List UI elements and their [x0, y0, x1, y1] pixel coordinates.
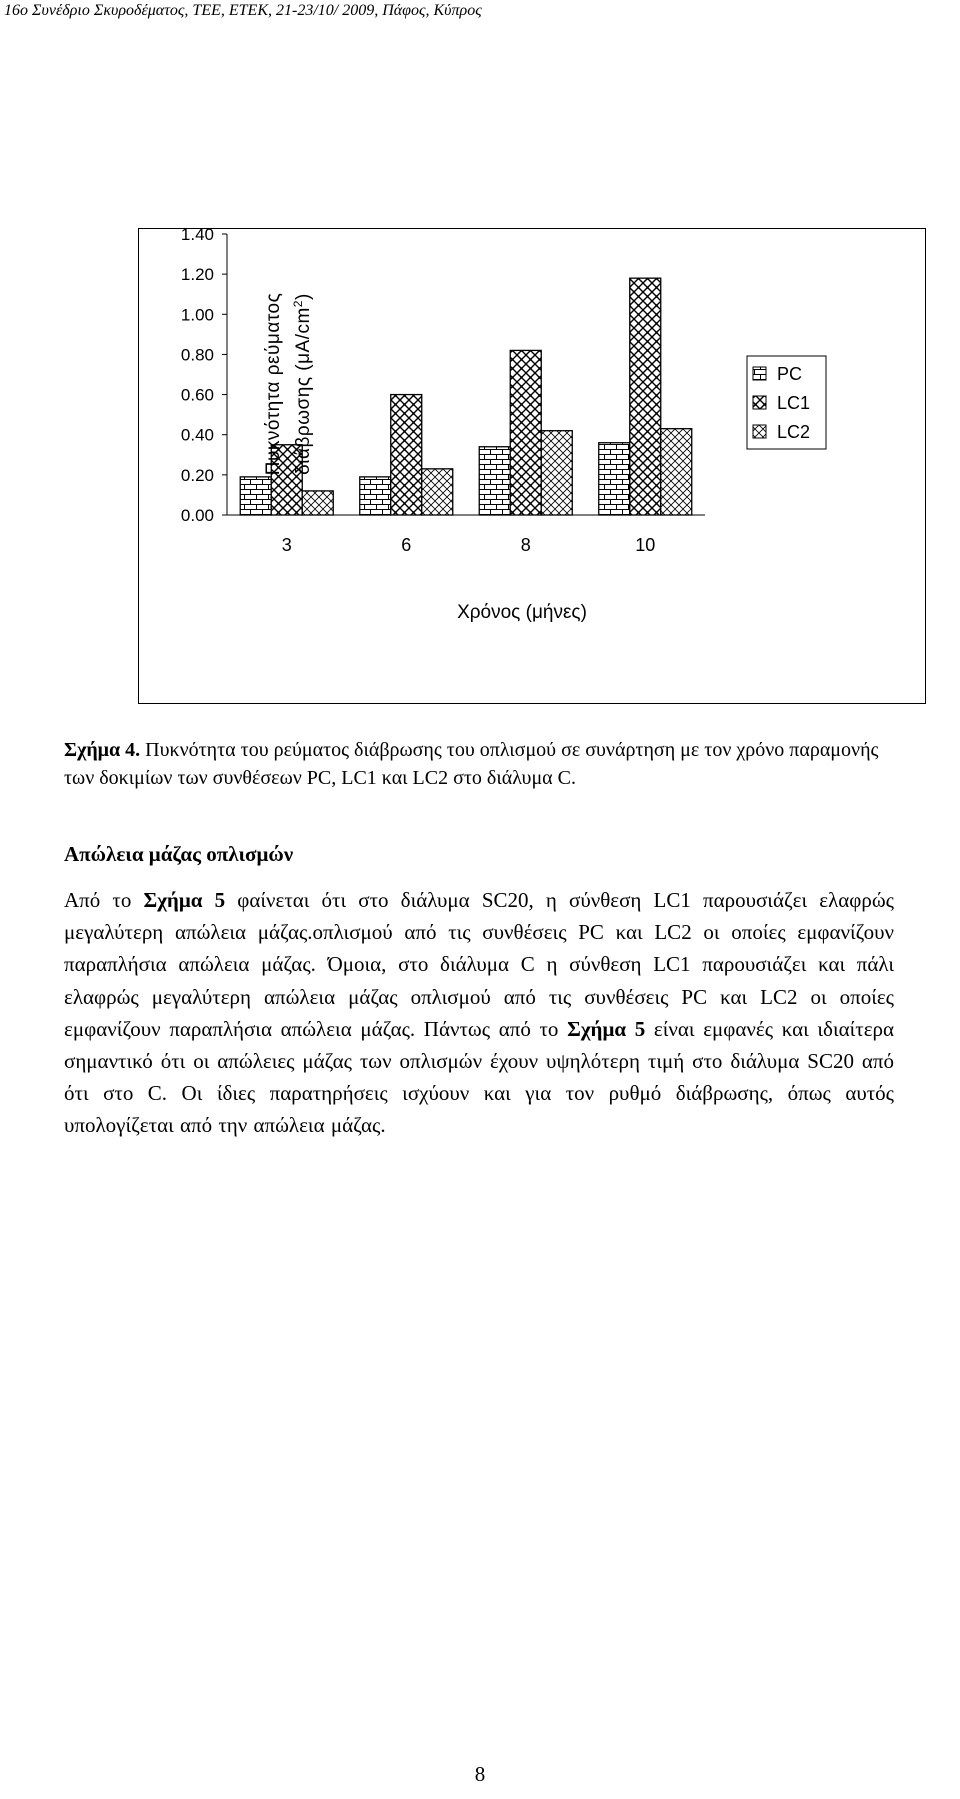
y-tick-label: 1.20 — [180, 265, 214, 285]
y-axis-label-line2: διάβρωσης $(\mu A/cm^2)$ — [291, 293, 314, 475]
legend-swatch-lc2 — [753, 425, 766, 438]
bar-pc-10 — [599, 443, 630, 515]
running-header: 16ο Συνέδριο Σκυροδέματος, ΤΕΕ, ΕΤΕΚ, 21-23/10/ 2009, Πάφος, Κύπρος — [4, 2, 482, 19]
y-tick-label: 0.00 — [180, 506, 214, 525]
y-tick-label: 0.60 — [180, 385, 214, 405]
paragraph-text: φαίνεται ότι στο διάλυμα SC20, η σύνθεση LC1 παρουσιάζει ελαφρώς μεγαλύτερη απώλεια μάζας.οπλισμού από τις συνθέσεις PC και LC2 οι οποίες εμφανίζουν παραπλήσια απώλεια μάζας. Όμοια, στο διάλυμα C η σύνθεση LC1 παρουσιάζει και πάλι ελαφρώς μεγαλύτερη απώλεια μάζας οπλισμού από τις συνθέσεις PC και LC2 οι οποίες εμφανίζουν παραπλήσια απώλεια μάζας. Πάντως από το — [64, 888, 894, 1041]
bar-chart — [139, 229, 925, 703]
caption-label: Σχήμα 4. — [64, 739, 141, 761]
legend-label-lc1: LC1 — [777, 393, 811, 413]
bar-pc-8 — [479, 447, 510, 515]
page-number: 8 — [474, 1762, 486, 1786]
legend-swatch-lc1 — [753, 396, 766, 409]
legend — [747, 356, 826, 449]
x-tick-label: 10 — [635, 535, 656, 555]
y-tick-label: 0.40 — [180, 425, 214, 445]
figure-chart — [138, 228, 926, 704]
y-tick-label: 1.40 — [180, 229, 214, 244]
bar-lc2-3 — [302, 491, 333, 515]
figure-caption — [64, 736, 902, 792]
legend-swatch-pc — [753, 367, 766, 380]
bar-lc2-10 — [661, 429, 692, 515]
y-axis-label-line1: Πυκνότητα ρεύματος — [263, 292, 284, 476]
figure-reference: Σχήμα 5 — [143, 888, 226, 912]
x-axis-title: Χρόνος (μήνες) — [457, 602, 587, 623]
y-tick-label: 1.00 — [180, 305, 214, 325]
y-tick-label: 0.80 — [180, 345, 214, 365]
x-tick-label: 3 — [281, 535, 292, 555]
body-paragraph — [64, 884, 894, 1142]
x-tick-label: 8 — [520, 535, 531, 555]
bar-lc2-6 — [422, 469, 453, 515]
paragraph-text: Από το — [64, 888, 144, 912]
x-tick-label: 6 — [401, 535, 412, 555]
bar-lc1-6 — [391, 395, 422, 515]
bar-lc1-8 — [510, 350, 541, 515]
paragraph-text: είναι εμφανές και ιδιαίτερα σημαντικό ότι οι απώλειες μάζας των οπλισμών έχουν υψηλότερη τιμή στο διάλυμα SC20 από ότι στο C. Οι ίδιες παρατηρήσεις ισχύουν και για τον ρυθμό διάβρωσης, όπως αυτός υπολογίζεται από την απώλεια μάζας. — [64, 1016, 894, 1138]
legend-label-pc: PC — [777, 364, 803, 384]
legend-label-lc2: LC2 — [777, 422, 811, 442]
figure-reference: Σχήμα 5 — [567, 1016, 646, 1041]
y-tick-label: 0.20 — [180, 465, 214, 485]
section-heading: Απώλεια μάζας οπλισμών — [64, 842, 294, 866]
bar-lc1-10 — [630, 278, 661, 515]
caption-text: Πυκνότητα του ρεύματος διάβρωσης του οπλισμού σε συνάρτηση με τον χρόνο παραμονής των δοκιμίων των συνθέσεων PC, LC1 και LC2 στο διάλυμα C. — [64, 739, 879, 789]
bar-lc2-8 — [541, 431, 572, 515]
bar-pc-3 — [240, 477, 271, 515]
bar-pc-6 — [360, 477, 391, 515]
